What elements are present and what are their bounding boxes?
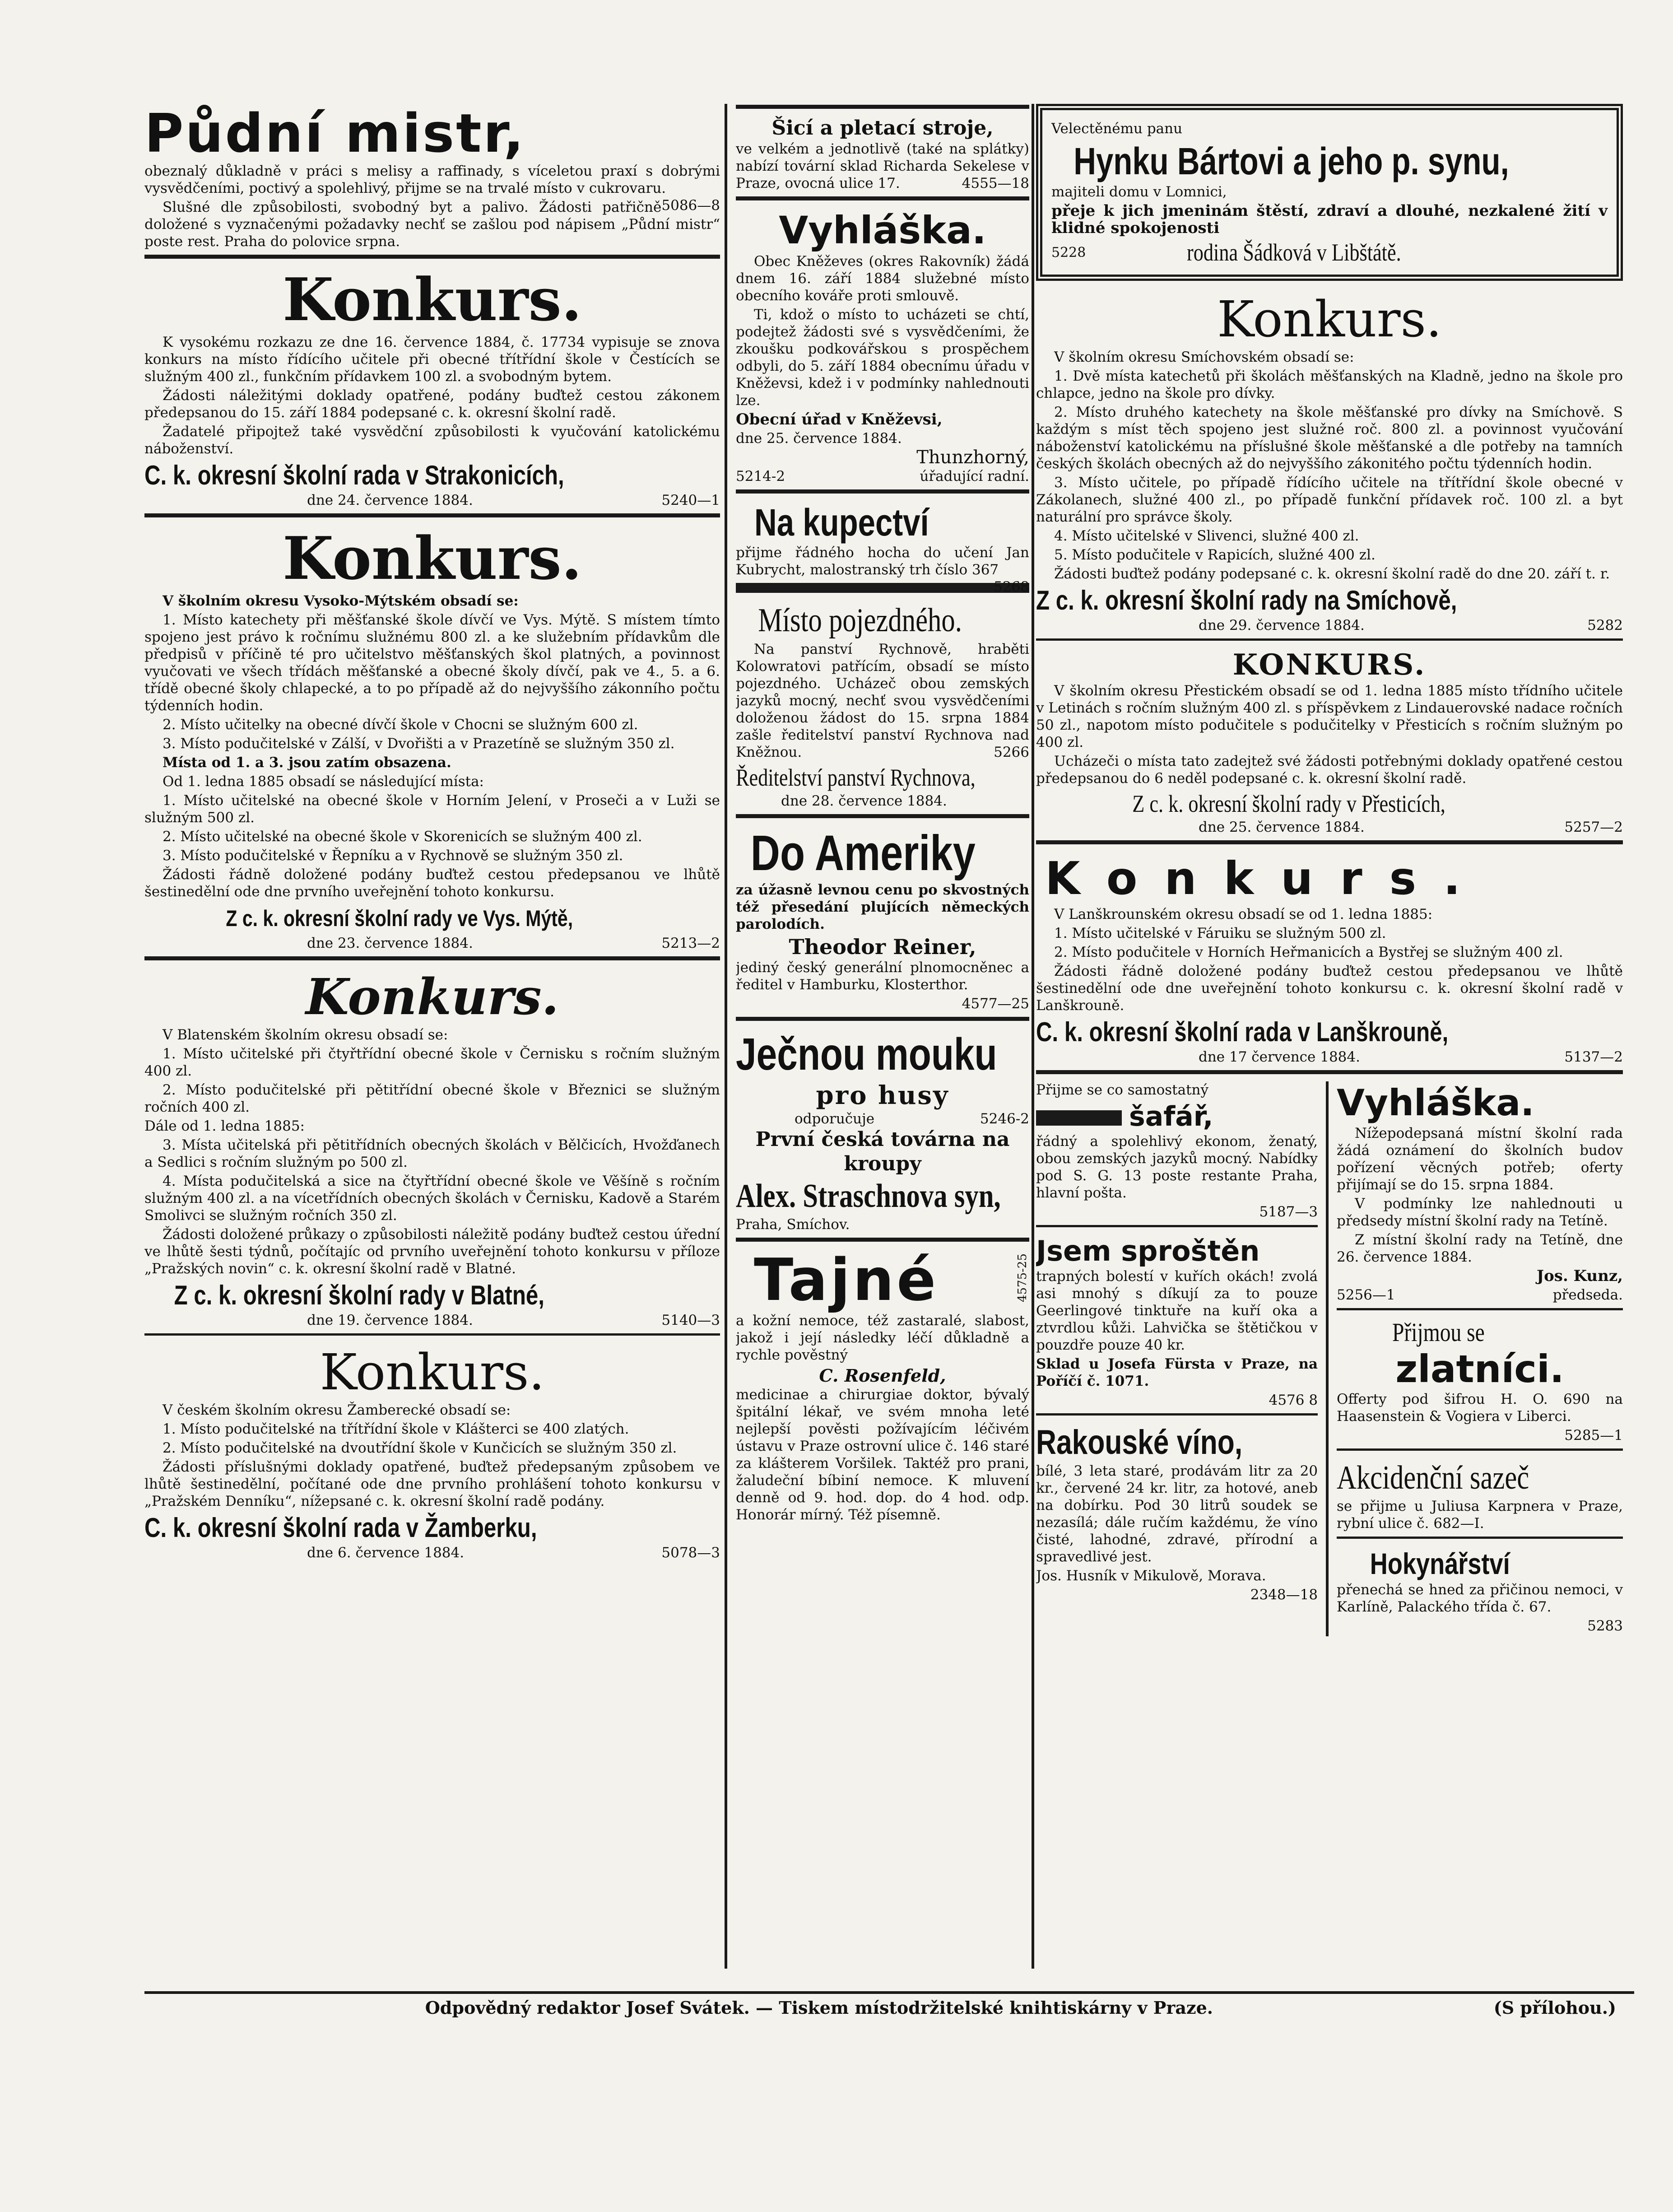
ad-greeting: [1036, 104, 1623, 281]
ad-text: 4. Místa podučitelská a sice na čtyřtřídní obecné škole ve Věšíně s ročním služným 400 zl. a na vícetřídních obecných školách v Černisku, Kadově a Starém Smolivci se služným ročních 350 zl.: [144, 1173, 720, 1224]
ad-text: bílé, 3 leta staré, prodávám litr za 20 kr., červené 24 kr. litr, za hotové, aneb na dobírku. Pod 30 litrů soudek se nezasílá; dále ručím každému, že víno čisté, lahodné, zdravé, přírodní a spravedlivé jest.: [1036, 1463, 1318, 1565]
ad-text: Přijme se co samostatný: [1036, 1082, 1209, 1098]
ad-konkurs-lanskroun: [1036, 852, 1623, 1066]
ad-amerika: [736, 825, 1029, 1012]
pointing-hand-icon: [1036, 1110, 1122, 1126]
ad-dateline: dne 17 července 1884. 5137—2: [1199, 1049, 1623, 1065]
ad-text: 3. Místo podučitelské v Zálší, v Dvořišti a v Prazetíně se služným 350 zl.: [163, 736, 675, 752]
ad-signature: Z c. k. okresní školní rady v Blatné,: [174, 1280, 544, 1310]
greeting-line: přeje k jich jmeninám štěstí, zdraví a dlouhé, nezkalené žití v klidné spokojenosti: [1051, 202, 1608, 237]
ad-code: 4576 8: [1269, 1392, 1318, 1408]
ad-text: a kožní nemoce, též zastaralé, slabost, jakož i její následky léčí důkladně a rychle pověstný: [736, 1313, 1029, 1363]
ad-signature: Ředitelství panství Rychnova,: [736, 764, 976, 791]
small-ads-left: [1036, 1081, 1318, 1636]
ad-dateline: odporučuje 5246-2: [795, 1111, 1029, 1127]
ad-title: Konkurs.: [283, 265, 582, 334]
ad-title: Ječnou mouku: [736, 1029, 997, 1080]
ad-title: Akcidenční sazeč: [1337, 1459, 1529, 1496]
ad-text: 2. Místo podučitele v Horních Heřmanicích a Bystřej se služným 400 zl.: [1054, 944, 1563, 960]
ad-dateline: dne 24. července 1884. 5240—1: [307, 492, 720, 508]
ad-dateline: dne 25. července 1884. 5257—2: [1199, 819, 1623, 835]
ad-text: 2. Místo podučitelské při pětitřídní obecné škole v Březnici se služným ročních 400 zl.: [144, 1082, 720, 1115]
column-rule: [1326, 1081, 1329, 1636]
ad-name: Theodor Reiner,: [789, 935, 976, 959]
ad-vino: [1036, 1423, 1318, 1603]
ad-text: přijme řádného hocha do učení Jan Kubrycht, malostranský trh číslo 367 5268: [736, 545, 1029, 595]
ad-text: V českém školním okresu Žamberecké obsadí se:: [163, 1402, 511, 1418]
ad-text: V podmínky lze nahlednouti u předsedy místní školní rady na Tetíně.: [1337, 1196, 1623, 1229]
ad-text: Žádosti buďtež podány podepsané c. k. okresní školní radě do dne 20. září t. r.: [1054, 566, 1610, 582]
ad-kupectvi: [736, 501, 1029, 595]
ad-dateline: 5256—1 předseda.: [1337, 1287, 1623, 1303]
ad-signature: C. k. okresní školní rada v Strakonicích,: [144, 460, 564, 490]
ad-text: V Lanškrounském okresu obsadí se od 1. ledna 1885:: [1054, 906, 1433, 922]
ad-text: Žádosti příslušnými doklady opatřené, buďtež předepsaným způsobem ve lhůtě šestinedělní, počítané ode dne prvního prohlášení tohoto konkursu v „Pražském Denníku“, nížepsané c. k. okresní školní radě podány.: [144, 1459, 720, 1509]
ad-title: Jsem sproštěn: [1036, 1234, 1260, 1267]
ad-text: V školním okresu Přestickém obsadí se od 1. ledna 1885 místo třídního učitele v Letinách s ročním služným 400 zl. s příspěvkem z Lindauerovské nadace ročních 50 zl., napotom místo podučitele s podučitelky v Přesticích s ročním služným po 400 zl.: [1036, 683, 1623, 750]
ad-pojezdny: [736, 600, 1029, 810]
ad-text: 3. Místa učitelská při pětitřídních obecných školách v Bělčicích, Hvožďanech a Sedlici s ročním služným po 500 zl.: [144, 1137, 720, 1170]
ad-pudni-mistr: [144, 104, 720, 250]
column-rule: [1032, 104, 1034, 1969]
ad-sazec: [1337, 1458, 1623, 1532]
ad-title: zlatníci.: [1395, 1347, 1564, 1391]
ad-name: Jos. Kunz,: [1537, 1267, 1623, 1285]
ad-text: 3. Místo podučitelské v Řepníku a v Rychnově se služným 350 zl.: [163, 848, 623, 864]
ad-title: KONKURS.: [1232, 648, 1427, 682]
ad-tajne: [736, 1249, 1029, 1523]
ad-title: Konkurs.: [1217, 290, 1442, 348]
ad-text: přenechá se hned za přičinou nemoci, v Karlíně, Palackého třída č. 67.: [1337, 1582, 1623, 1615]
ad-text: Offerty pod šifrou H. O. 690 na Haasenstein & Vogiera v Liberci.: [1337, 1391, 1623, 1425]
ad-text: Dále od 1. ledna 1885:: [144, 1118, 305, 1134]
ad-zlatnici: [1337, 1318, 1623, 1444]
ad-side-code: 4575-25: [1016, 1253, 1029, 1303]
ad-signature: Z c. k. okresní školní rady na Smíchově,: [1036, 585, 1457, 615]
ad-dateline: dne 29. července 1884. 5282: [1199, 617, 1623, 633]
ad-name: C. Rosenfeld,: [819, 1365, 946, 1386]
ad-text: řádný a spolehlivý ekonom, ženatý, obou zemských jazyků mocný. Nabídky pod S. G. 13 poste restante Praha, hlavní pošta.: [1036, 1133, 1318, 1201]
ad-text: Slušné dle způsobilosti, svobodný byt a palivo. Žádosti patřičně doložené s vyznačenými požadavky nechť se zašlou pod nápisem „Půdní mistr“ poste rest. Praha do polovice srpna.: [144, 199, 720, 250]
greeting-footer: 5228 rodina Šádková v Libštátě.: [1051, 239, 1401, 266]
ad-text: Od 1. ledna 1885 obsadí se následující místa:: [163, 773, 484, 790]
ad-text: 4. Místo učitelské v Slivenci, služné 400 zl.: [1054, 528, 1359, 544]
ad-title: Vyhláška.: [779, 208, 986, 252]
ad-code: 5187—3: [1259, 1204, 1318, 1220]
ad-title: Hokynářství: [1370, 1547, 1510, 1580]
ad-safar: [1036, 1081, 1318, 1220]
ad-text: Ti, kdož o místo to ucházeti se chtí, podejtež žádosti své s vysvědčeními, že zkoušku podkovářskou s prospěchem odbyli, do 5. září 1884 obecnímu úřadu v Kněževsi, kdež i v podmínky nahlednouti lze.: [736, 307, 1029, 409]
column-left: [144, 104, 720, 1973]
ad-signature: C. k. okresní školní rada v Lanškrouně,: [1036, 1017, 1449, 1047]
ad-vyhlaska-tetin: [1337, 1081, 1623, 1304]
ad-text: 2. Místo učitelské na obecné škole v Skorenicích se služným 400 zl.: [163, 829, 642, 845]
small-ads-right: [1337, 1081, 1623, 1636]
ad-title: Vyhláška.: [1337, 1082, 1534, 1124]
ad-name: Thunzhorný,: [916, 447, 1029, 468]
ad-title: Místo pojezdného.: [758, 602, 962, 639]
ad-text: ve velkém a jednotlivě (také na splátky) nabízí tovární sklad Richarda Sekelese v Praze, ovocná ulice 17. 4555—18: [736, 141, 1029, 191]
ad-text: Na panství Rychnově, hraběti Kolowratovi patřícím, obsadí se místo pojezdného. Ucházeč obou zemských jazyků mocný, nechť svou vysvědčeními doloženou žádost do 15. srpna 1884 zašle ředitelství panství Rychnova nad Kněžnou. 5266: [736, 641, 1029, 760]
ad-dateline: dne 6. července 1884. 5078—3: [307, 1545, 720, 1561]
ad-company: První česká továrna na kroupy: [755, 1128, 1010, 1175]
ad-konkurs-zamberk: [144, 1343, 720, 1561]
ad-konkurs-strakonice: [144, 266, 720, 509]
ad-name: Alex. Straschnova syn,: [736, 1178, 1001, 1215]
ad-text: Sklad u Josefa Fürsta v Praze, na Poříčí č. 1071.: [1036, 1356, 1318, 1389]
ad-text: K vysokému rozkazu ze dne 16. července 1884, č. 17734 vypisuje se znova konkurs na místo řídícího učitele při obecné třítřídní škole v Čestících se služným 400 zl., funkčním přídavkem 100 zl. a svobodným bytem.: [144, 334, 720, 385]
greeting-line: Velectěnému panu: [1051, 121, 1183, 137]
ad-text: 2. Místo podučitelské na dvoutřídní škole v Kunčicích se služným 350 zl.: [163, 1440, 677, 1456]
ad-signature: Z c. k. okresní školní rady v Přesticích,: [1132, 790, 1445, 817]
ad-title: Konkurs.: [1045, 852, 1488, 905]
ad-konkurs-smichov: [1036, 290, 1623, 634]
ad-text: Ucházeči o místa tato zadejtež své žádosti potřebnými doklady opatřené cestou předepsanou do 6 neděl podepsané c. k. okresní školní radě.: [1036, 753, 1623, 787]
ad-title: Půdní mistr,: [144, 104, 526, 164]
ad-text: Místa od 1. a 3. jsou zatím obsazena.: [163, 754, 451, 771]
ad-text: jediný český generální plnomocněnec a ředitel v Hamburku, Klosterthor.: [736, 959, 1029, 993]
ad-text: Žádosti doložené průkazy o způsobilosti náležitě podány buďtež cestou úřední ve lhůtě šesti týdnů, počítajíc od prvního uveřejnění tohoto konkursu v příloze „Pražských novin“ c. k. okresní školní radě v Blatné.: [144, 1226, 720, 1277]
column-middle: [736, 104, 1029, 1973]
ad-text: V školním okresu Smíchovském obsadí se:: [1054, 349, 1354, 365]
page-footer: [144, 1991, 1634, 2021]
ad-mouka: [736, 1028, 1029, 1233]
ad-text: Obec Kněževes (okres Rakovník) žádá dnem 16. září 1884 služebné místo obecního kováře proti smlouvě.: [736, 253, 1029, 304]
ad-name: Jos. Husník v Mikulově, Morava.: [1036, 1568, 1266, 1584]
ad-text: obeznalý důkladně v práci s melisy a raffinady, s víceletou praxí s dobrými vysvědčeními, poctivý a spolehlivý, přijme se na trvalé místo v cukrovaru. 5086—8: [144, 163, 720, 214]
ad-text: 1. Místo učitelské v Fáruiku se služným 500 zl.: [1054, 925, 1386, 941]
ad-text: V školním okresu Vysoko-Mýtském obsadí se:: [163, 593, 519, 609]
ad-text: 1. Místo učitelské na obecné škole v Horním Jelení, v Proseči a v Luži se služným 500 zl.: [144, 792, 720, 826]
ad-text: za úžasně levnou cenu po skvostných též přesedání plujících německých parolodích.: [736, 882, 1029, 932]
ad-konkurs-prestice: [1036, 648, 1623, 836]
ad-text: 2. Místo učitelky na obecné dívčí škole v Chocni se služným 600 zl.: [163, 717, 638, 733]
ad-vyhlaska-knezeves: [736, 208, 1029, 485]
ad-text: Žádosti náležitými doklady opatřené, podány buďtež cestou zákonem předepsanou do 15. září 1884 podepsané c. k. okresní školní radě.: [144, 387, 720, 421]
ad-signature: Z c. k. okresní školní rady ve Vys. Mýtě,: [226, 906, 573, 931]
ad-title: šafář,: [1036, 1100, 1318, 1133]
ad-sprosten: [1036, 1234, 1318, 1409]
column-rule: [725, 104, 727, 1969]
footer-supplement: (S přílohou.): [1493, 1997, 1616, 2018]
column-right: [1036, 104, 1623, 1973]
ad-text: Z místní školní rady na Tetíně, dne 26. července 1884.: [1337, 1232, 1623, 1265]
ad-title: Konkurs.: [320, 1343, 545, 1401]
ad-title: Přijmou se: [1392, 1318, 1485, 1347]
ad-dateline: dne 19. července 1884. 5140—3: [307, 1312, 720, 1328]
ad-text: trapných bolestí v kuřích okách! zvolá asi mnohý s díkují za to pouze Geerlingové tinktuře na kuří oka a ztvrdlou kůži. Lahvička se štětičkou v pouzdře pouze 40 kr.: [1036, 1268, 1318, 1353]
ad-text: 1. Místo katechety při měšťanské škole dívčí ve Vys. Mýtě. S místem tímto spojeno jest právo k ročnímu služnému 800 zl. a ke služebním přídavkům dle předpisů v příčině té pro učitelstvo měšťanských škol platných, a povinnost vyučovati ve všech třídách měšťanské a obecné školy dívčí, pak ve 4., 5. a 6. třídě obecné školy chlapecké, a to po případě až do nejvyššího zákonního počtu týdenních hodin.: [144, 612, 720, 714]
ad-title: Konkurs.: [283, 524, 582, 593]
ad-dateline: dne 23. července 1884. 5213—2: [307, 935, 720, 951]
ad-title: Na kupectví: [754, 501, 929, 544]
ad-code: 2348—18: [1250, 1587, 1318, 1603]
small-ads-area: [1036, 1081, 1623, 1636]
ad-konkurs-myto: [144, 525, 720, 952]
ad-code: 5285—1: [1564, 1427, 1623, 1444]
ad-text: Žádosti řádně doložené podány buďtež cestou předepsanou ve lhůtě šestinedělní ode dne uveřejnění tohoto konkursu c. k. okresní školní radě v Lanškrouně.: [1036, 963, 1623, 1014]
ad-text: 1. Místo podučitelské na třítřídní škole v Klášterci se 400 zlatých.: [163, 1421, 629, 1437]
ad-text: V Blatenském školním okresu obsadí se:: [163, 1027, 448, 1043]
ad-title: Konkurs.: [306, 968, 559, 1026]
ad-date: dne 28. července 1884.: [781, 793, 947, 809]
ad-text: 2. Místo druhého katechety na škole měšťanské pro dívky na Smíchově. S každým s míst těch spojeno jest služné roč. 800 zl. a povinnost vyučování náboženství katolickému na příslušné škole měšťanské a dle potřeby na tamních českých školách obecných až do nejvyššího zákonitého počtu týdenních hodin.: [1036, 404, 1623, 472]
ad-title: Tajné: [754, 1247, 939, 1314]
ad-signature: Obecní úřad v Kněževsi,: [736, 410, 943, 428]
greeting-name: Hynku Bártovi a jeho p. synu,: [1074, 140, 1509, 182]
ad-text: Žadatelé připojtež také vysvědční způsobilosti k vyučování katolickému náboženství.: [144, 424, 720, 457]
ad-text: se přijme u Juliusa Karpnera v Praze, rybní ulice č. 682—I.: [1337, 1498, 1623, 1532]
ad-hokynar: [1337, 1546, 1623, 1635]
ad-dateline: 5214-2 úřadující radní.: [736, 468, 1029, 484]
ad-signature: C. k. okresní školní rada v Žamberku,: [144, 1513, 537, 1543]
ad-title: Šicí a pletací stroje,: [771, 116, 994, 140]
greeting-line: majiteli domu v Lomnici,: [1051, 184, 1227, 200]
ad-text: Žádosti řádně doložené podány buďtež cestou předepsanou ve lhůtě šestinedělní ode dne prvního uveřejnění tohoto konkursu.: [144, 866, 720, 900]
ad-konkurs-blatna: [144, 968, 720, 1329]
footer-imprint: Odpovědný redaktor Josef Svátek. — Tiskem místodržitelské knihtiskárny v Praze.: [425, 1997, 1213, 2018]
ad-text: 5. Místo podučitele v Rapicích, služné 400 zl.: [1054, 547, 1376, 563]
ad-sici-stroje: [736, 116, 1029, 192]
ad-date: dne 25. července 1884.: [736, 430, 902, 447]
ad-text: 3. Místo učitele, po případě řídícího učitele na třítřídní škole obecné v Zákolanech, služné 400 zl., po případě funkční přídavek roč. 100 zl. a byt naturální pro správce školy.: [1036, 475, 1623, 525]
ad-title: Rakouské víno,: [1036, 1423, 1243, 1462]
ad-text: 1. Místo učitelské při čtyřtřídní obecné škole v Černisku s ročním služným 400 zl.: [144, 1046, 720, 1079]
ad-title: Do Ameriky: [750, 825, 976, 881]
ad-text: Nížepodepsaná místní školní rada žádá oznámení do školních budov pořízení věcných potřeb; oferty přijímají se do 15. srpna 1884.: [1337, 1125, 1623, 1193]
ad-subtitle: pro husy: [816, 1080, 949, 1110]
ad-text: medicinae a chirurgiae doktor, bývalý špitální lékař, ve svém mnoha leté nejlepší pověsti požívajícím léčivém ústavu v Praze ostrovní ulice č. 146 staré za klášterem Voršilek. Taktéž pro prani, žaludeční bíbiní nemoce. K mluvení denně od 9. hod. dop. do 4 hod. odp. Honorár mírný. Též písemně.: [736, 1387, 1029, 1523]
ad-place: Praha, Smíchov.: [736, 1216, 850, 1233]
ad-text: 1. Dvě místa katechetů při školách měšťanských na Kladně, jedno na škole pro chlapce, jedno na škole pro dívky.: [1036, 368, 1623, 401]
ad-code: 5283: [1587, 1618, 1623, 1634]
ad-code: 4577—25: [962, 996, 1029, 1012]
